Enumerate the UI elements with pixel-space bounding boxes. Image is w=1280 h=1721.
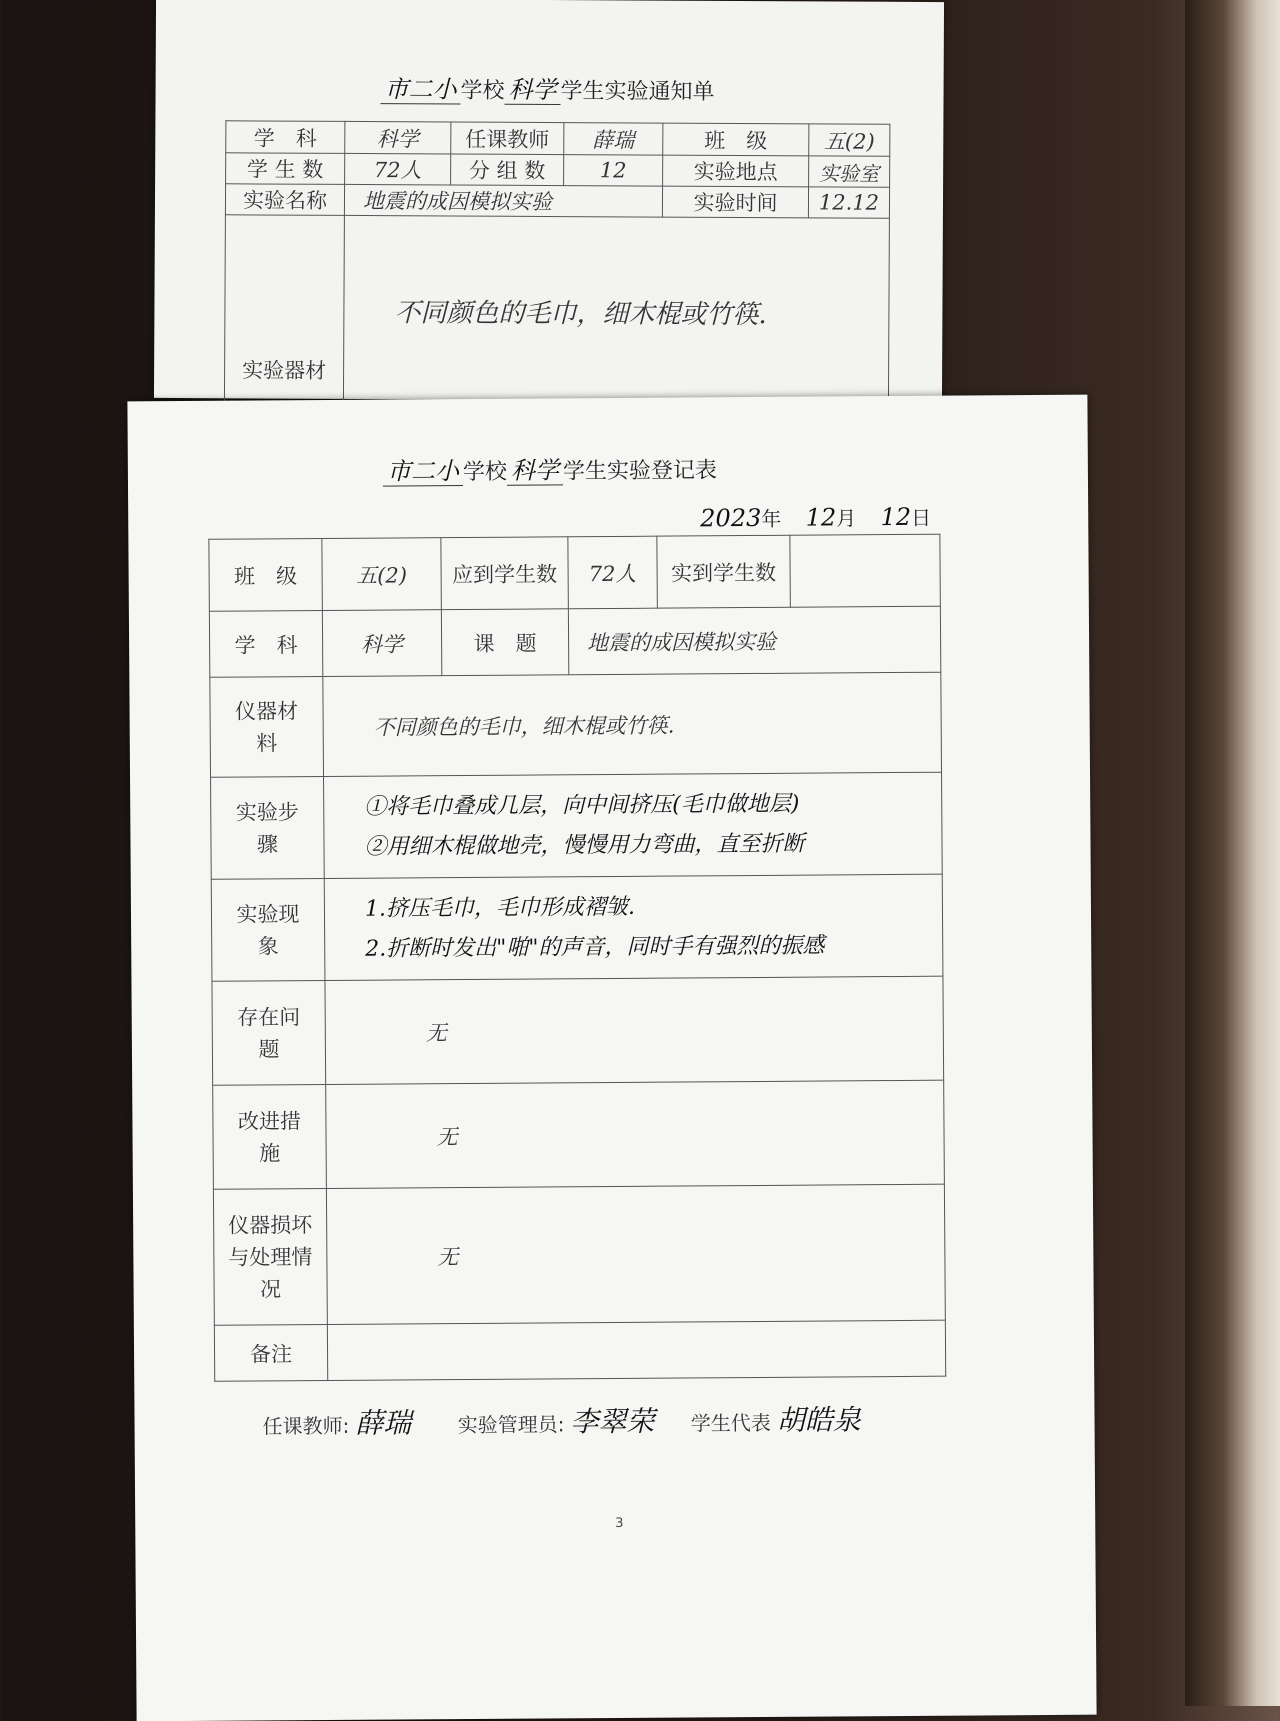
register-phenomena-cell <box>324 874 943 980</box>
register-materials-label: 仪器材料 <box>210 677 324 778</box>
register-sheet <box>127 395 1096 1721</box>
register-topic-label: 课 题 <box>441 609 568 676</box>
sig-teacher-label: 任课教师: <box>262 1413 350 1439</box>
register-remarks-value <box>327 1320 945 1380</box>
notice-title-subject: 科学 <box>505 76 561 105</box>
notice-title <box>380 69 714 106</box>
notice-sheet <box>154 0 944 402</box>
notice-groups-label: 分 组 数 <box>451 154 564 186</box>
notice-name-label: 实验名称 <box>225 184 344 216</box>
table-edge <box>1185 0 1280 1706</box>
sig-admin-label: 实验管理员: <box>457 1412 565 1438</box>
notice-materials-label: 实验器材 <box>224 215 344 406</box>
notice-subject-value: 科学 <box>345 121 451 154</box>
date-month-unit: 月 <box>836 506 857 531</box>
notice-materials-value: 不同颜色的毛巾，细木棍或竹筷. <box>343 215 889 408</box>
register-remarks-label: 备注 <box>214 1324 327 1381</box>
register-title-subject: 科学 <box>507 456 563 485</box>
register-problems-label: 存在问题 <box>212 981 326 1086</box>
register-class-label: 班 级 <box>209 539 322 612</box>
register-actual-label: 实到学生数 <box>657 535 790 608</box>
notice-subject-label: 学 科 <box>226 121 345 154</box>
register-step-2: ②用细木棍做地壳，慢慢用力弯曲，直至折断 <box>364 831 805 860</box>
register-damage-label: 仪器损坏与处理情况 <box>213 1188 327 1325</box>
sig-student-label: 学生代表 <box>690 1410 771 1436</box>
register-expected-label: 应到学生数 <box>441 537 568 610</box>
register-problems-value: 无 <box>325 976 944 1084</box>
register-improve-label: 改进措施 <box>213 1084 327 1189</box>
register-title-mid: 学校 <box>462 459 508 486</box>
date-month: 12 <box>805 503 837 532</box>
register-title-school: 市二小 <box>383 457 463 487</box>
register-steps-cell <box>324 772 943 878</box>
sig-student-name: 胡皓泉 <box>776 1403 861 1437</box>
register-step-1: ①将毛巾叠成几层，向中间挤压(毛巾做地层) <box>364 791 800 820</box>
notice-class-label: 班 级 <box>663 123 809 156</box>
notice-class-value: 五(2) <box>809 124 890 156</box>
notice-groups-value: 12 <box>564 155 663 187</box>
notice-title-mid: 学校 <box>460 78 505 104</box>
register-subject-label: 学 科 <box>209 611 322 678</box>
notice-students-value: 72人 <box>345 153 451 185</box>
sig-admin-name: 李翠荣 <box>570 1404 655 1439</box>
notice-time-value: 12.12 <box>808 187 889 218</box>
register-phenomena-label: 实验现象 <box>211 879 325 982</box>
notice-title-school: 市二小 <box>380 75 460 104</box>
register-class-value: 五(2) <box>322 538 441 611</box>
date-year-unit: 年 <box>761 506 782 531</box>
register-title <box>383 449 717 486</box>
notice-name-value: 地震的成因模拟实验 <box>344 184 662 217</box>
register-table <box>208 534 946 1382</box>
register-subject-value: 科学 <box>322 610 441 677</box>
register-damage-value: 无 <box>326 1184 945 1324</box>
register-steps-label: 实验步骤 <box>211 777 325 880</box>
date-day-unit: 日 <box>911 505 932 530</box>
notice-students-label: 学 生 数 <box>226 153 345 185</box>
notice-time-label: 实验时间 <box>662 186 808 218</box>
date-year: 2023 <box>700 503 762 533</box>
page-number: 3 <box>615 1515 624 1531</box>
sig-teacher-name: 薛瑞 <box>355 1406 412 1440</box>
register-phenomenon-1: 1.挤压毛巾，毛巾形成褶皱. <box>364 894 636 922</box>
register-materials-value: 不同颜色的毛巾，细木棍或竹筷. <box>323 672 942 776</box>
register-improve-value: 无 <box>326 1080 945 1188</box>
date-day: 12 <box>880 502 912 532</box>
notice-teacher-value: 薛瑞 <box>564 123 663 156</box>
signature-row <box>262 1398 861 1442</box>
register-actual-value <box>790 534 940 607</box>
notice-place-label: 实验地点 <box>663 155 809 187</box>
notice-title-rest: 学生实验通知单 <box>560 79 715 105</box>
register-expected-value: 72人 <box>568 536 658 609</box>
register-title-rest: 学生实验登记表 <box>562 458 718 485</box>
register-date <box>700 502 931 533</box>
notice-table <box>224 120 890 408</box>
register-phenomenon-2: 2.折断时发出"啪"的声音，同时手有强烈的振感 <box>365 933 825 962</box>
register-topic-value: 地震的成因模拟实验 <box>568 606 940 675</box>
notice-teacher-label: 任课教师 <box>451 122 564 155</box>
notice-place-value: 实验室 <box>809 156 890 187</box>
